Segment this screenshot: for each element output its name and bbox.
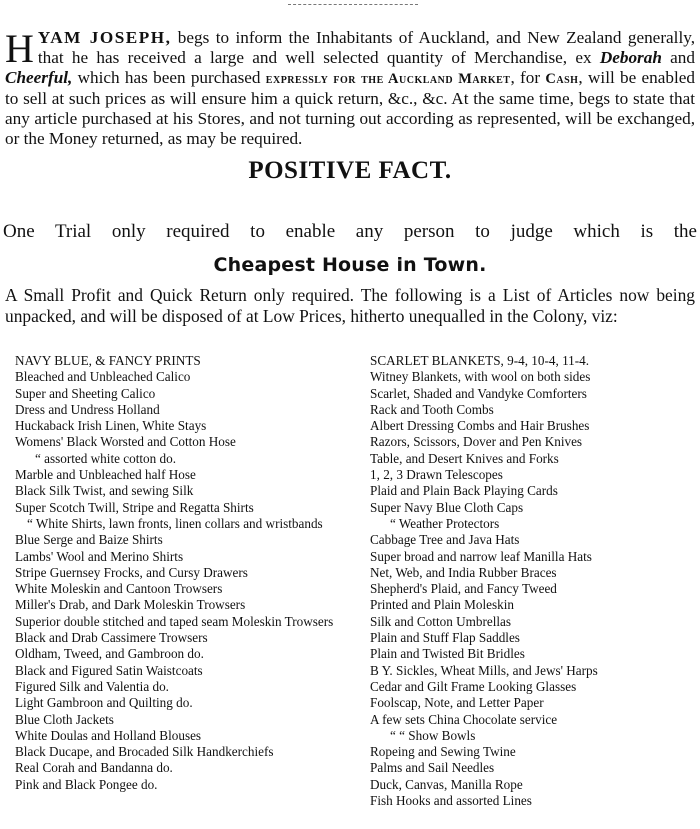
intro-text-4: , will be enabled to sell at such prices as will ensure him a quick return, &c., &c. At the same time, begs to state that any article purchased at his Stores, and not turning out according as represented, will be exchanged, or the Money returned, as may be required. bbox=[5, 67, 695, 148]
positive-fact-heading: POSITIVE FACT. bbox=[248, 157, 452, 184]
list-item: Rack and Tooth Combs bbox=[370, 401, 494, 417]
list-item: Real Corah and Bandanna do. bbox=[15, 760, 173, 776]
list-item: Duck, Canvas, Manilla Rope bbox=[370, 776, 523, 792]
drop-cap: H bbox=[5, 26, 34, 71]
intro-paragraph bbox=[5, 28, 695, 149]
left-items-list bbox=[15, 353, 345, 793]
list-item: White Doulas and Holland Blouses bbox=[15, 727, 202, 743]
list-item: “ Weather Protectors bbox=[390, 515, 500, 531]
list-item: 1, 2, 3 Drawn Telescopes bbox=[370, 467, 503, 483]
list-item: NAVY BLUE, & FANCY PRINTS bbox=[15, 353, 201, 368]
list-item: Plaid and Plain Back Playing Cards bbox=[370, 483, 558, 499]
intro-and: and bbox=[661, 47, 695, 67]
ship-name-2: Cheerful, bbox=[5, 67, 73, 87]
list-item: Bleached and Unbleached Calico bbox=[15, 369, 191, 385]
list-item: Fish Hooks and assorted Lines bbox=[370, 793, 532, 809]
list-item: Plain and Twisted Bit Bridles bbox=[370, 646, 525, 662]
list-item: Super and Sheeting Calico bbox=[15, 385, 156, 401]
list-item: Huckaback Irish Linen, White Stays bbox=[15, 418, 207, 434]
list-item: Marble and Unbleached half Hose bbox=[15, 467, 196, 483]
list-item: Black Silk Twist, and sewing Silk bbox=[15, 483, 194, 499]
right-items-list bbox=[370, 353, 690, 809]
list-item: Printed and Plain Moleskin bbox=[370, 597, 514, 613]
list-item: White Moleskin and Cantoon Trowsers bbox=[15, 581, 223, 597]
list-item: Net, Web, and India Rubber Braces bbox=[370, 564, 557, 580]
list-item: Silk and Cotton Umbrellas bbox=[370, 613, 512, 629]
trial-line: One Trial only required to enable any person to judge which is the bbox=[3, 221, 697, 242]
list-item: Table, and Desert Knives and Forks bbox=[370, 450, 559, 466]
list-item: Miller's Drab, and Dark Moleskin Trowsers bbox=[15, 597, 246, 613]
list-item: Dress and Undress Holland bbox=[15, 401, 160, 417]
list-item: Black and Figured Satin Waistcoats bbox=[15, 662, 203, 678]
list-item: SCARLET BLANKETS, 9-4, 10-4, 11-4. bbox=[370, 353, 590, 368]
intro-text-1: begs to inform the Inhabitants of Auckland, and New Zealand generally, that he has received a large and well selected quantity of Merchandise, ex bbox=[37, 28, 695, 67]
list-item: A few sets China Chocolate service bbox=[370, 711, 558, 727]
list-item: Cedar and Gilt Frame Looking Glasses bbox=[370, 678, 577, 694]
list-item: B Y. Sickles, Wheat Mills, and Jews' Harps bbox=[370, 662, 598, 678]
list-item: “ “ Show Bowls bbox=[390, 727, 476, 743]
intro-text-2: which has been purchased bbox=[72, 67, 266, 87]
list-item: Super broad and narrow leaf Manilla Hats bbox=[370, 548, 592, 564]
list-item: Cabbage Tree and Java Hats bbox=[370, 532, 520, 548]
list-item: “ White Shirts, lawn fronts, linen collars and wristbands bbox=[27, 515, 323, 531]
list-item: Pink and Black Pongee do. bbox=[15, 776, 158, 792]
list-item: Super Navy Blue Cloth Caps bbox=[370, 499, 524, 515]
list-item: “ assorted white cotton do. bbox=[35, 450, 176, 466]
list-item: Stripe Guernsey Frocks, and Cursy Drawers bbox=[15, 564, 248, 580]
list-item: Womens' Black Worsted and Cotton Hose bbox=[15, 434, 236, 450]
list-item: Black Ducape, and Brocaded Silk Handkerchiefs bbox=[15, 744, 274, 760]
list-item: Figured Silk and Valentia do. bbox=[15, 678, 169, 694]
small-caps-2: Cash bbox=[545, 70, 579, 87]
list-item: Ropeing and Sewing Twine bbox=[370, 744, 516, 760]
list-item: Blue Cloth Jackets bbox=[15, 711, 114, 727]
list-item: Witney Blankets, with wool on both sides bbox=[370, 369, 591, 385]
list-item: Razors, Scissors, Dover and Pen Knives bbox=[370, 434, 583, 450]
merchant-name: YAM JOSEPH, bbox=[37, 28, 172, 47]
small-caps-1: expressly for the Auckland Market bbox=[265, 70, 511, 87]
list-item: Lambs' Wool and Merino Shirts bbox=[15, 548, 184, 564]
small-profit-paragraph: A Small Profit and Quick Return only required. The following is a List of Articles now being unpacked, and will be disposed of at Low Prices, hitherto unequalled in the Colony, viz: bbox=[5, 285, 695, 326]
list-item: Black and Drab Cassimere Trowsers bbox=[15, 630, 208, 646]
list-item: Oldham, Tweed, and Gambroon do. bbox=[15, 646, 204, 662]
list-item: Palms and Sail Needles bbox=[370, 760, 495, 776]
list-item: Super Scotch Twill, Stripe and Regatta Shirts bbox=[15, 499, 254, 515]
list-item: Shepherd's Plaid, and Fancy Tweed bbox=[370, 581, 557, 597]
list-item: Scarlet, Shaded and Vandyke Comforters bbox=[370, 385, 587, 401]
list-item: Blue Serge and Baize Shirts bbox=[15, 532, 163, 548]
top-rule bbox=[288, 4, 418, 5]
list-item: Plain and Stuff Flap Saddles bbox=[370, 630, 520, 646]
list-item: Superior double stitched and taped seam Moleskin Trowsers bbox=[15, 613, 334, 629]
list-item: Light Gambroon and Quilting do. bbox=[15, 695, 193, 711]
list-item: Albert Dressing Combs and Hair Brushes bbox=[370, 418, 590, 434]
intro-text-3: , for bbox=[510, 67, 546, 87]
cheapest-house-heading: Cheapest House in Town. bbox=[213, 254, 487, 276]
list-item: Foolscap, Note, and Letter Paper bbox=[370, 695, 544, 711]
ship-name-1: Deborah bbox=[599, 47, 662, 67]
